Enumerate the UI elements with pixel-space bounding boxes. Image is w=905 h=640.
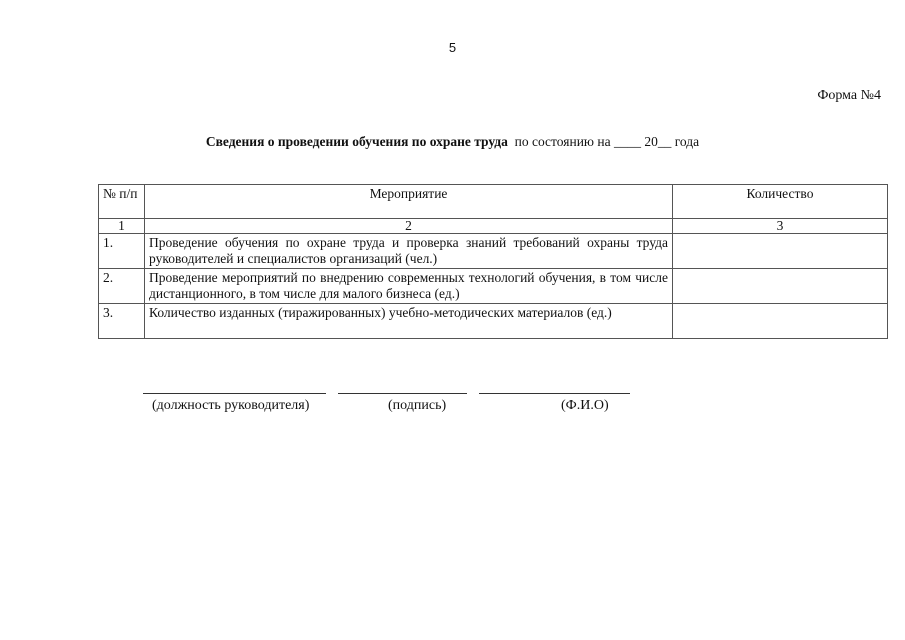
position-line[interactable] <box>143 393 326 394</box>
index-cell: 2 <box>145 219 673 234</box>
row-event: Количество изданных (тиражированных) учебно-методических материалов (ед.) <box>145 304 673 339</box>
form-label: Форма №4 <box>817 88 881 103</box>
signature-line[interactable] <box>338 393 467 394</box>
row-num: 1. <box>99 234 145 269</box>
row-quantity-cell[interactable] <box>673 269 888 304</box>
report-table <box>98 184 888 339</box>
index-cell: 3 <box>673 219 888 234</box>
header-event: Мероприятие <box>145 185 673 219</box>
title-bold-part: Сведения о проведении обучения по охране труда <box>205 134 508 149</box>
header-quantity: Количество <box>673 185 888 219</box>
name-line[interactable] <box>479 393 630 394</box>
row-quantity-cell[interactable] <box>673 304 888 339</box>
table-index-row <box>99 219 888 234</box>
row-num: 3. <box>99 304 145 339</box>
title-date-part: по состоянию на ____ 20__ года <box>514 134 700 149</box>
table-row <box>99 234 888 269</box>
row-quantity-cell[interactable] <box>673 234 888 269</box>
position-caption: (должность руководителя) <box>152 398 310 413</box>
row-num: 2. <box>99 269 145 304</box>
row-event: Проведение мероприятий по внедрению современных технологий обучения, в том числе дистанционного, в том числе для малого бизнеса (ед.) <box>145 269 673 304</box>
table-header-row <box>99 185 888 219</box>
header-num: № п/п <box>99 185 145 219</box>
table-row <box>99 269 888 304</box>
name-caption: (Ф.И.О) <box>561 398 609 413</box>
page-number: 5 <box>448 40 457 55</box>
signature-caption: (подпись) <box>388 398 447 413</box>
index-cell: 1 <box>99 219 145 234</box>
document-title <box>0 134 905 150</box>
signature-lines <box>0 393 905 394</box>
row-event: Проведение обучения по охране труда и проверка знаний требований охраны труда руководителей и специалистов организаций (чел.) <box>145 234 673 269</box>
table-row <box>99 304 888 339</box>
